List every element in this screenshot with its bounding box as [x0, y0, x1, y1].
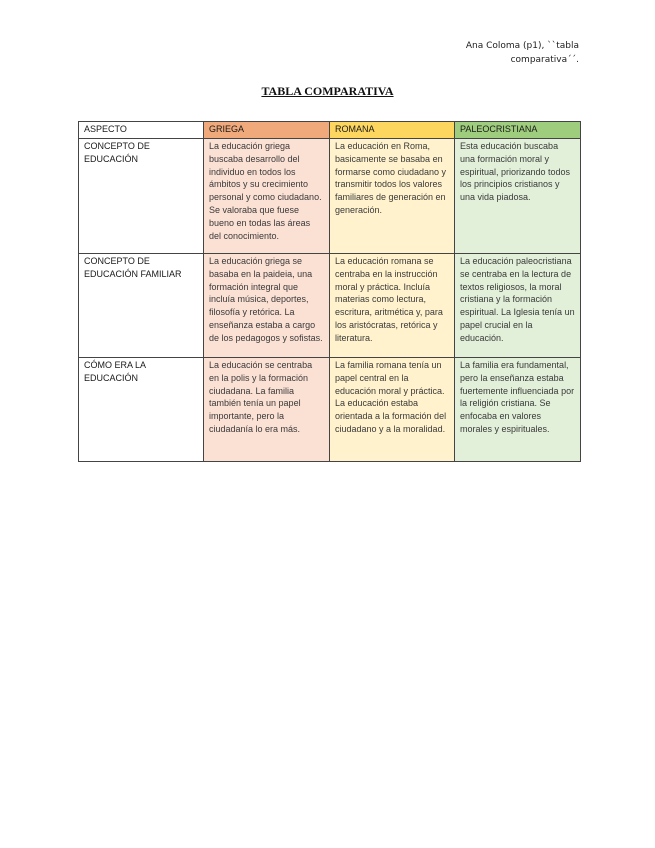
table-row: [79, 139, 581, 254]
header-griega: GRIEGA: [204, 122, 330, 139]
header-note: Ana Coloma (p1), ``tabla comparativa´´.: [465, 41, 579, 65]
cell-aspecto: CÓMO ERA LA EDUCACIÓN: [79, 358, 204, 462]
table-header-row: [79, 122, 581, 139]
cell-romana: La educación en Roma, basicamente se basaba en formarse como ciudadano y transmitir todos los valores familiares de generación en generación.: [330, 139, 455, 254]
cell-paleocristiana: La familia era fundamental, pero la enseñanza estaba fuertemente influenciada por la religión cristiana. Se enfocaba en valores morales y espirituales.: [455, 358, 581, 462]
header-paleocristiana: PALEOCRISTIANA: [455, 122, 581, 139]
cell-aspecto: CONCEPTO DE EDUCACIÓN FAMILIAR: [79, 254, 204, 358]
cell-griega: La educación griega se basaba en la paideia, una formación integral que incluía música, deportes, filosofía y retórica. La enseñanza estaba a cargo de los pedagogos y sofistas.: [204, 254, 330, 358]
cell-griega: La educación se centraba en la polis y la formación ciudadana. La familia también tenía un papel importante, pero la ciudadanía lo era más.: [204, 358, 330, 462]
cell-aspecto: CONCEPTO DE EDUCACIÓN: [79, 139, 204, 254]
table-row: [79, 358, 581, 462]
cell-paleocristiana: Esta educación buscaba una formación moral y espiritual, priorizando todos los principios cristianos y una vida piadosa.: [455, 139, 581, 254]
cell-griega: La educación griega buscaba desarrollo del individuo en todos los ámbitos y su crecimiento personal y como ciudadano. Se valoraba que fuese bueno en todas las áreas del conocimiento.: [204, 139, 330, 254]
cell-romana: La educación romana se centraba en la instrucción moral y práctica. Incluía materias como lectura, escritura, aritmética y, para los aristócratas, retórica y literatura.: [330, 254, 455, 358]
cell-romana: La familia romana tenía un papel central en la educación moral y práctica. La educación estaba orientada a la formación del ciudadano y a la moralidad.: [330, 358, 455, 462]
cell-paleocristiana: La educación paleocristiana se centraba en la lectura de textos religiosos, la moral cristiana y la formación espiritual. La Iglesia tenía un papel crucial en la educación.: [455, 254, 581, 358]
comparison-table: [78, 121, 581, 462]
page-title: TABLA COMPARATIVA: [261, 84, 394, 98]
header-romana: ROMANA: [330, 122, 455, 139]
table-row: [79, 254, 581, 358]
header-aspecto: ASPECTO: [79, 122, 204, 139]
